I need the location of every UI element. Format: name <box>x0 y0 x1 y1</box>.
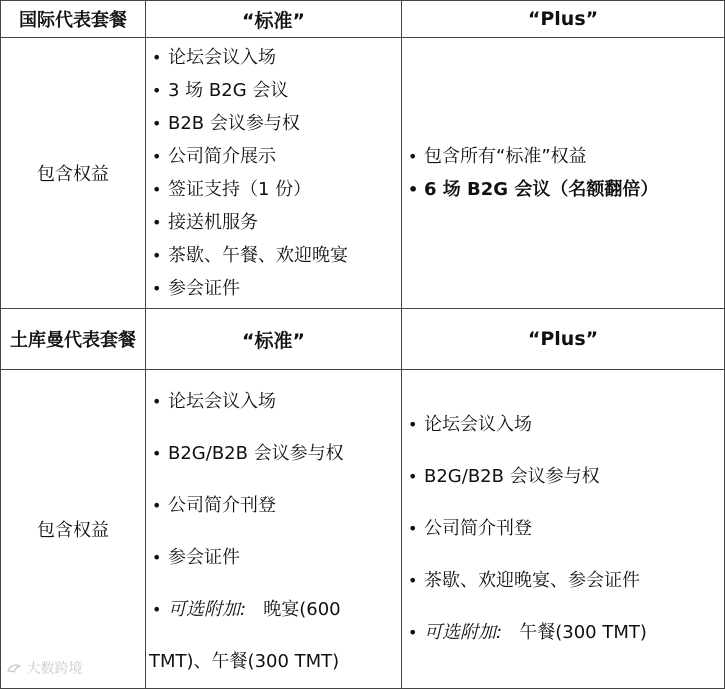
intl-standard-benefits <box>146 38 402 309</box>
bullet-icon: • <box>408 180 419 199</box>
bullet-icon: • <box>408 415 418 434</box>
bullet-icon: • <box>408 519 418 538</box>
bullet-icon: • <box>152 180 162 199</box>
bird-logo-icon <box>6 662 22 676</box>
list-item: • 论坛会议入场 <box>150 376 401 428</box>
bullet-icon: • <box>152 600 162 619</box>
bullet-icon: • <box>408 467 418 486</box>
bullet-icon: • <box>408 623 418 642</box>
list-item: • B2G/B2B 会议参与权 <box>150 428 401 480</box>
list-item: • 包含所有“标准”权益 <box>406 140 724 173</box>
tm-plus-benefits <box>402 370 725 689</box>
bullet-icon: • <box>152 147 162 166</box>
bullet-icon: • <box>152 496 162 515</box>
list-item: • 参会证件 <box>150 272 401 305</box>
intl-standard-list <box>146 41 401 305</box>
bullet-icon: • <box>408 147 418 166</box>
list-item: • 论坛会议入场 <box>150 41 401 74</box>
tm-plus-header: “Plus” <box>402 309 725 370</box>
list-item: • 公司简介刊登 <box>406 503 724 555</box>
list-item-highlight: • 6 场 B2G 会议（名额翻倍） <box>406 173 724 206</box>
bullet-icon: • <box>408 571 418 590</box>
list-item: • 3 场 B2G 会议 <box>150 74 401 107</box>
bullet-icon: • <box>152 548 162 567</box>
list-item: • 参会证件 <box>150 532 401 584</box>
list-item: • 茶歇、午餐、欢迎晚宴 <box>150 239 401 272</box>
list-item-optional-continued: TMT)、午餐(300 TMT) <box>149 651 340 672</box>
bullet-icon: • <box>152 213 162 232</box>
watermark-text: 大数跨境 <box>26 661 83 677</box>
list-item-optional: • 可选附加: 午餐(300 TMT) <box>406 607 724 659</box>
list-item: • 论坛会议入场 <box>406 399 724 451</box>
bullet-icon: • <box>152 48 162 67</box>
tm-header-row <box>1 309 725 370</box>
bullet-icon: • <box>152 279 162 298</box>
tm-package-label: 土库曼代表套餐 <box>1 309 146 370</box>
intl-header-row <box>1 1 725 38</box>
list-item: • 茶歇、欢迎晚宴、参会证件 <box>406 555 724 607</box>
tm-standard-header: “标准” <box>146 309 402 370</box>
bullet-icon: • <box>152 114 162 133</box>
list-item: • B2B 会议参与权 <box>150 107 401 140</box>
tm-benefits-label: 包含权益 <box>1 370 146 689</box>
intl-plus-benefits <box>402 38 725 309</box>
tm-benefits-row <box>1 370 725 689</box>
intl-plus-list <box>402 140 724 206</box>
tm-standard-list <box>146 370 401 688</box>
list-item-optional: • 可选附加: 晚宴(600 <box>150 584 401 636</box>
tm-standard-benefits <box>146 370 402 689</box>
tm-plus-list <box>402 399 724 659</box>
list-item: • 公司简介展示 <box>150 140 401 173</box>
intl-plus-header: “Plus” <box>402 1 725 38</box>
bullet-icon: • <box>152 444 162 463</box>
bullet-icon: • <box>152 246 162 265</box>
intl-package-label: 国际代表套餐 <box>1 1 146 38</box>
list-item: • 公司简介刊登 <box>150 480 401 532</box>
bullet-icon: • <box>152 81 162 100</box>
watermark <box>6 658 82 678</box>
list-item: • 签证支持（1 份） <box>150 173 401 206</box>
intl-benefits-label: 包含权益 <box>1 38 146 309</box>
intl-standard-header: “标准” <box>146 1 402 38</box>
bullet-icon: • <box>152 392 162 411</box>
list-item: • 接送机服务 <box>150 206 401 239</box>
list-item: • B2G/B2B 会议参与权 <box>406 451 724 503</box>
intl-benefits-row <box>1 38 725 309</box>
